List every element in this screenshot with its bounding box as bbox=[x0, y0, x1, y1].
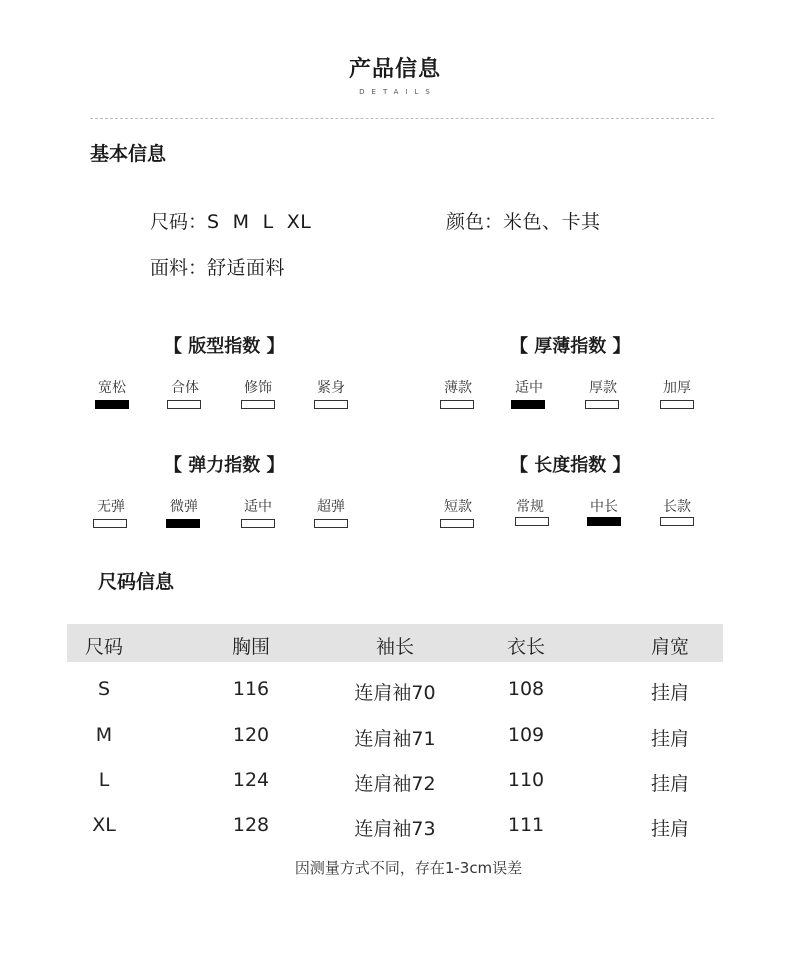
length-indicator bbox=[587, 517, 621, 526]
table-cell: 连肩袖71 bbox=[354, 728, 436, 750]
elasticity-indicator bbox=[93, 519, 127, 528]
table-cell: 108 bbox=[507, 678, 545, 700]
table-cell: 挂肩 bbox=[650, 728, 689, 750]
fit-option-label: 宽松 bbox=[98, 380, 126, 396]
elasticity-option-label: 超弹 bbox=[317, 499, 345, 515]
thickness-option-label: 适中 bbox=[515, 380, 543, 396]
length-indicator bbox=[660, 517, 694, 526]
length-option-label: 短款 bbox=[444, 499, 472, 515]
table-cell: 120 bbox=[232, 724, 270, 746]
measurement-note: 因测量方式不同，存在1-3cm误差 bbox=[294, 859, 523, 877]
elasticity-option-label: 适中 bbox=[244, 499, 272, 515]
header-cell-shoulder: 肩宽 bbox=[650, 636, 689, 658]
header-cell-sleeve: 袖长 bbox=[375, 636, 414, 658]
table-cell: 连肩袖70 bbox=[354, 682, 436, 704]
header-cell-length: 衣长 bbox=[506, 636, 545, 658]
color-info bbox=[446, 207, 601, 234]
header-cell-bust: 胸围 bbox=[231, 636, 270, 658]
header-cell-size: 尺码 bbox=[84, 636, 123, 658]
fit-option-label: 合体 bbox=[171, 380, 199, 396]
thickness-option-label: 加厚 bbox=[663, 380, 691, 396]
thickness-indicator bbox=[585, 400, 619, 409]
table-cell: 116 bbox=[232, 678, 270, 700]
length-indicator bbox=[515, 517, 549, 526]
fit-indicator bbox=[167, 400, 201, 409]
table-cell: 110 bbox=[507, 769, 545, 791]
table-cell: 111 bbox=[507, 814, 545, 836]
size-info-title: 尺码信息 bbox=[98, 571, 175, 593]
fit-indicator bbox=[314, 400, 348, 409]
fit-option-label: 紧身 bbox=[317, 380, 345, 396]
table-cell: L bbox=[98, 769, 110, 791]
thickness-option-label: 薄款 bbox=[444, 380, 472, 396]
table-cell: 连肩袖72 bbox=[354, 773, 436, 795]
table-cell: 挂肩 bbox=[650, 773, 689, 795]
color-value: 米色、卡其 bbox=[503, 211, 601, 233]
basic-info-title: 基本信息 bbox=[90, 143, 167, 165]
table-cell: 128 bbox=[232, 814, 270, 836]
thickness-indicator bbox=[660, 400, 694, 409]
length-indicator bbox=[440, 519, 474, 528]
table-cell: XL bbox=[92, 814, 116, 836]
elasticity-option-label: 微弹 bbox=[170, 499, 198, 515]
table-cell: M bbox=[95, 724, 113, 746]
thickness-index-title: 【 厚薄指数 】 bbox=[510, 336, 631, 357]
table-cell: 124 bbox=[232, 769, 270, 791]
size-value: S M L XL bbox=[207, 211, 312, 233]
thickness-indicator bbox=[440, 400, 474, 409]
thickness-option-label: 厚款 bbox=[589, 380, 617, 396]
table-cell: 挂肩 bbox=[650, 682, 689, 704]
elasticity-index-title: 【 弹力指数 】 bbox=[164, 455, 285, 476]
color-label: 颜色： bbox=[446, 211, 504, 233]
elasticity-option-label: 无弹 bbox=[97, 499, 125, 515]
table-cell: S bbox=[97, 678, 111, 700]
table-cell: 109 bbox=[507, 724, 545, 746]
length-index-title: 【 长度指数 】 bbox=[510, 455, 631, 476]
thickness-indicator bbox=[511, 400, 545, 409]
size-label: 尺码： bbox=[150, 211, 208, 233]
page-title: 产品信息 bbox=[348, 57, 441, 82]
fabric-info bbox=[150, 253, 285, 280]
dashed-divider bbox=[90, 118, 714, 119]
length-option-label: 常规 bbox=[516, 499, 544, 515]
fit-index-title: 【 版型指数 】 bbox=[164, 336, 285, 357]
fit-indicator bbox=[241, 400, 275, 409]
length-option-label: 长款 bbox=[663, 499, 691, 515]
elasticity-indicator bbox=[314, 519, 348, 528]
length-option-label: 中长 bbox=[590, 499, 618, 515]
table-cell: 挂肩 bbox=[650, 818, 689, 840]
table-cell: 连肩袖73 bbox=[354, 818, 436, 840]
fabric-label: 面料： bbox=[150, 257, 208, 279]
elasticity-indicator bbox=[241, 519, 275, 528]
fit-option-label: 修饰 bbox=[244, 380, 272, 396]
elasticity-indicator bbox=[166, 519, 200, 528]
size-info bbox=[150, 207, 311, 234]
fit-indicator bbox=[95, 400, 129, 409]
fabric-value: 舒适面料 bbox=[207, 257, 286, 279]
page-subtitle: DETAILS bbox=[359, 88, 437, 96]
